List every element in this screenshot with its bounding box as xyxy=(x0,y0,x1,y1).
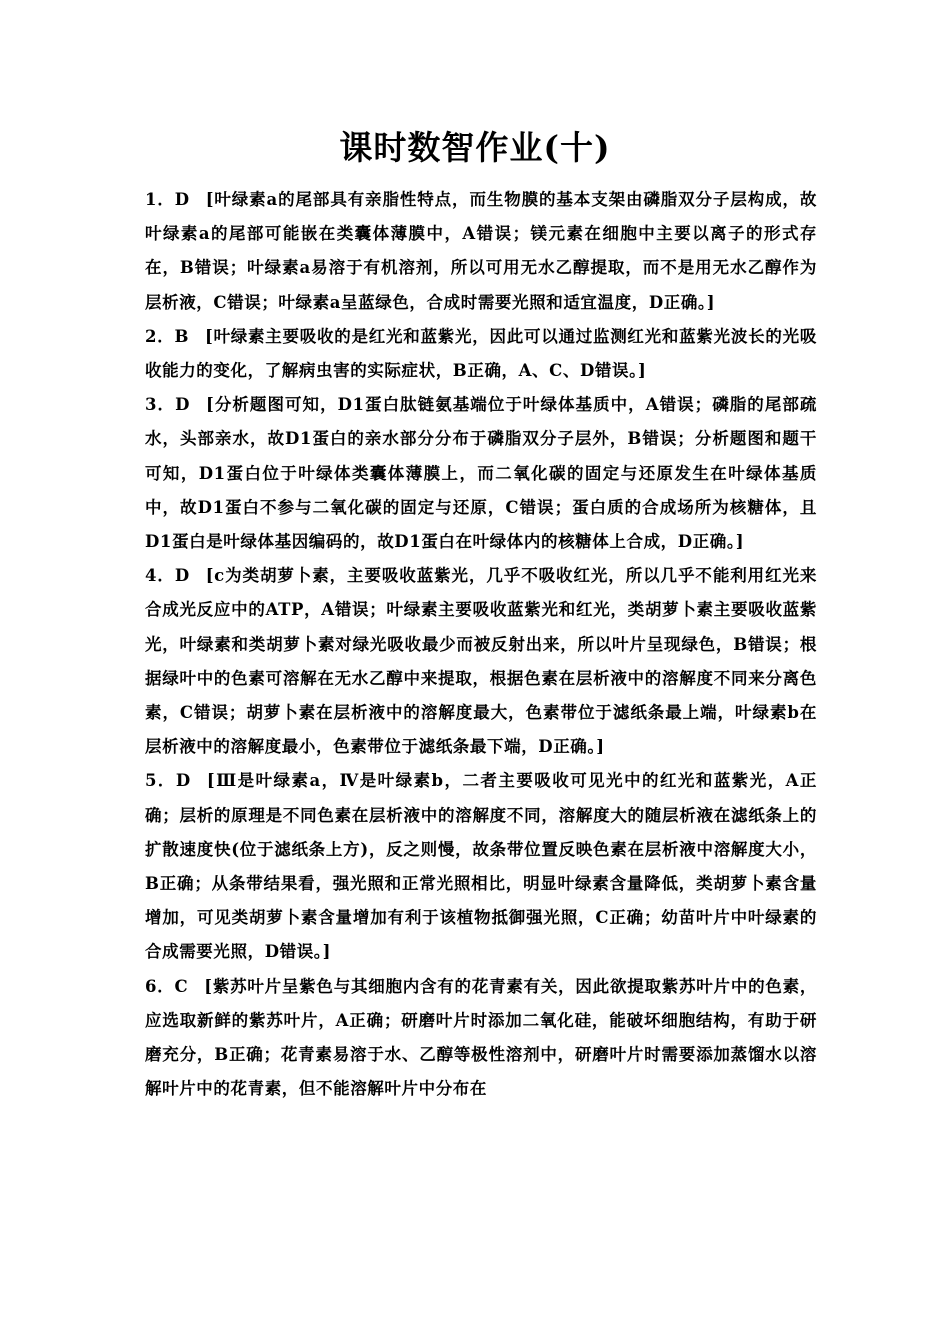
answer-number: 1．D xyxy=(145,190,190,209)
answer-list xyxy=(145,183,817,1106)
answer-item-1 xyxy=(145,183,817,320)
answer-number: 5．D xyxy=(145,771,191,791)
page-title: 课时数智作业(十) xyxy=(339,128,611,167)
answer-item-2 xyxy=(145,320,817,388)
answer-number: 2．B xyxy=(145,326,190,346)
answer-text: [叶绿素主要吸收的是红光和蓝紫光，因此可以通过监测红光和蓝紫光波长的光吸收能力的变化，了解病虫害的实际症状，B正确，A、C、D错误。] xyxy=(145,326,817,381)
answer-item-4 xyxy=(145,559,817,764)
answer-item-3 xyxy=(145,388,817,559)
answer-number: 3．D xyxy=(145,395,190,415)
answer-text: [紫苏叶片呈紫色与其细胞内含有的花青素有关，因此欲提取紫苏叶片中的色素，应选取新鲜的紫苏叶片，A正确；研磨叶片时添加二氧化硅，能破坏细胞结构，有助于研磨充分，B正确；花青素易溶于水、乙醇等极性溶剂中，研磨叶片时需要添加蒸馏水以溶解叶片中的花青素，但不能溶解叶片中分布在 xyxy=(145,976,817,1099)
answer-number: 4．D xyxy=(145,566,190,586)
answer-text: [c为类胡萝卜素，主要吸收蓝紫光，几乎不吸收红光，所以几乎不能利用红光来合成光反应中的ATP，A错误；叶绿素主要吸收蓝紫光和红光，类胡萝卜素主要吸收蓝紫光，叶绿素和类胡萝卜素对绿光吸收最少而被反射出来，所以叶片呈现绿色，B错误；根据绿叶中的色素可溶解在无水乙醇中来提取，根据色素在层析液中的溶解度不同来分离色素，C错误；胡萝卜素在层析液中的溶解度最大，色素带位于滤纸条最上端，叶绿素b在层析液中的溶解度最小，色素带位于滤纸条最下端，D正确。] xyxy=(145,566,818,757)
answer-item-5 xyxy=(145,764,817,969)
answer-text: [叶绿素a的尾部具有亲脂性特点，而生物膜的基本支架由磷脂双分子层构成，故叶绿素a的尾部可能嵌在类囊体薄膜中，A错误；镁元素在细胞中主要以离子的形式存在，B错误；叶绿素a易溶于有机溶剂，所以可用无水乙醇提取，而不是用无水乙醇作为层析液，C错误；叶绿素a呈蓝绿色，合成时需要光照和适宜温度，D正确。] xyxy=(145,190,817,312)
answer-text: [Ⅲ是叶绿素a，Ⅳ是叶绿素b，二者主要吸收可见光中的红光和蓝紫光，A正确；层析的原理是不同色素在层析液中的溶解度不同，溶解度大的随层析液在滤纸条上的扩散速度快(位于滤纸条上方)，反之则慢，故条带位置反映色素在层析液中溶解度大小，B正确；从条带结果看，强光照和正常光照相比，明显叶绿素含量降低，类胡萝卜素含量增加，可见类胡萝卜素含量增加有利于该植物抵御强光照，C正确；幼苗叶片中叶绿素的合成需要光照，D错误。] xyxy=(145,771,818,962)
answer-item-6 xyxy=(145,970,817,1107)
answer-number: 6．C xyxy=(145,976,189,996)
answer-text: [分析题图可知，D1蛋白肽链氨基端位于叶绿体基质中，A错误；磷脂的尾部疏水，头部亲水，故D1蛋白的亲水部分分布于磷脂双分子层外，B错误；分析题图和题干可知，D1蛋白位于叶绿体类囊体薄膜上，而二氧化碳的固定与还原发生在叶绿体基质中，故D1蛋白不参与二氧化碳的固定与还原，C错误；蛋白质的合成场所为核糖体，且D1蛋白是叶绿体基因编码的，故D1蛋白在叶绿体内的核糖体上合成，D正确。] xyxy=(145,395,818,552)
